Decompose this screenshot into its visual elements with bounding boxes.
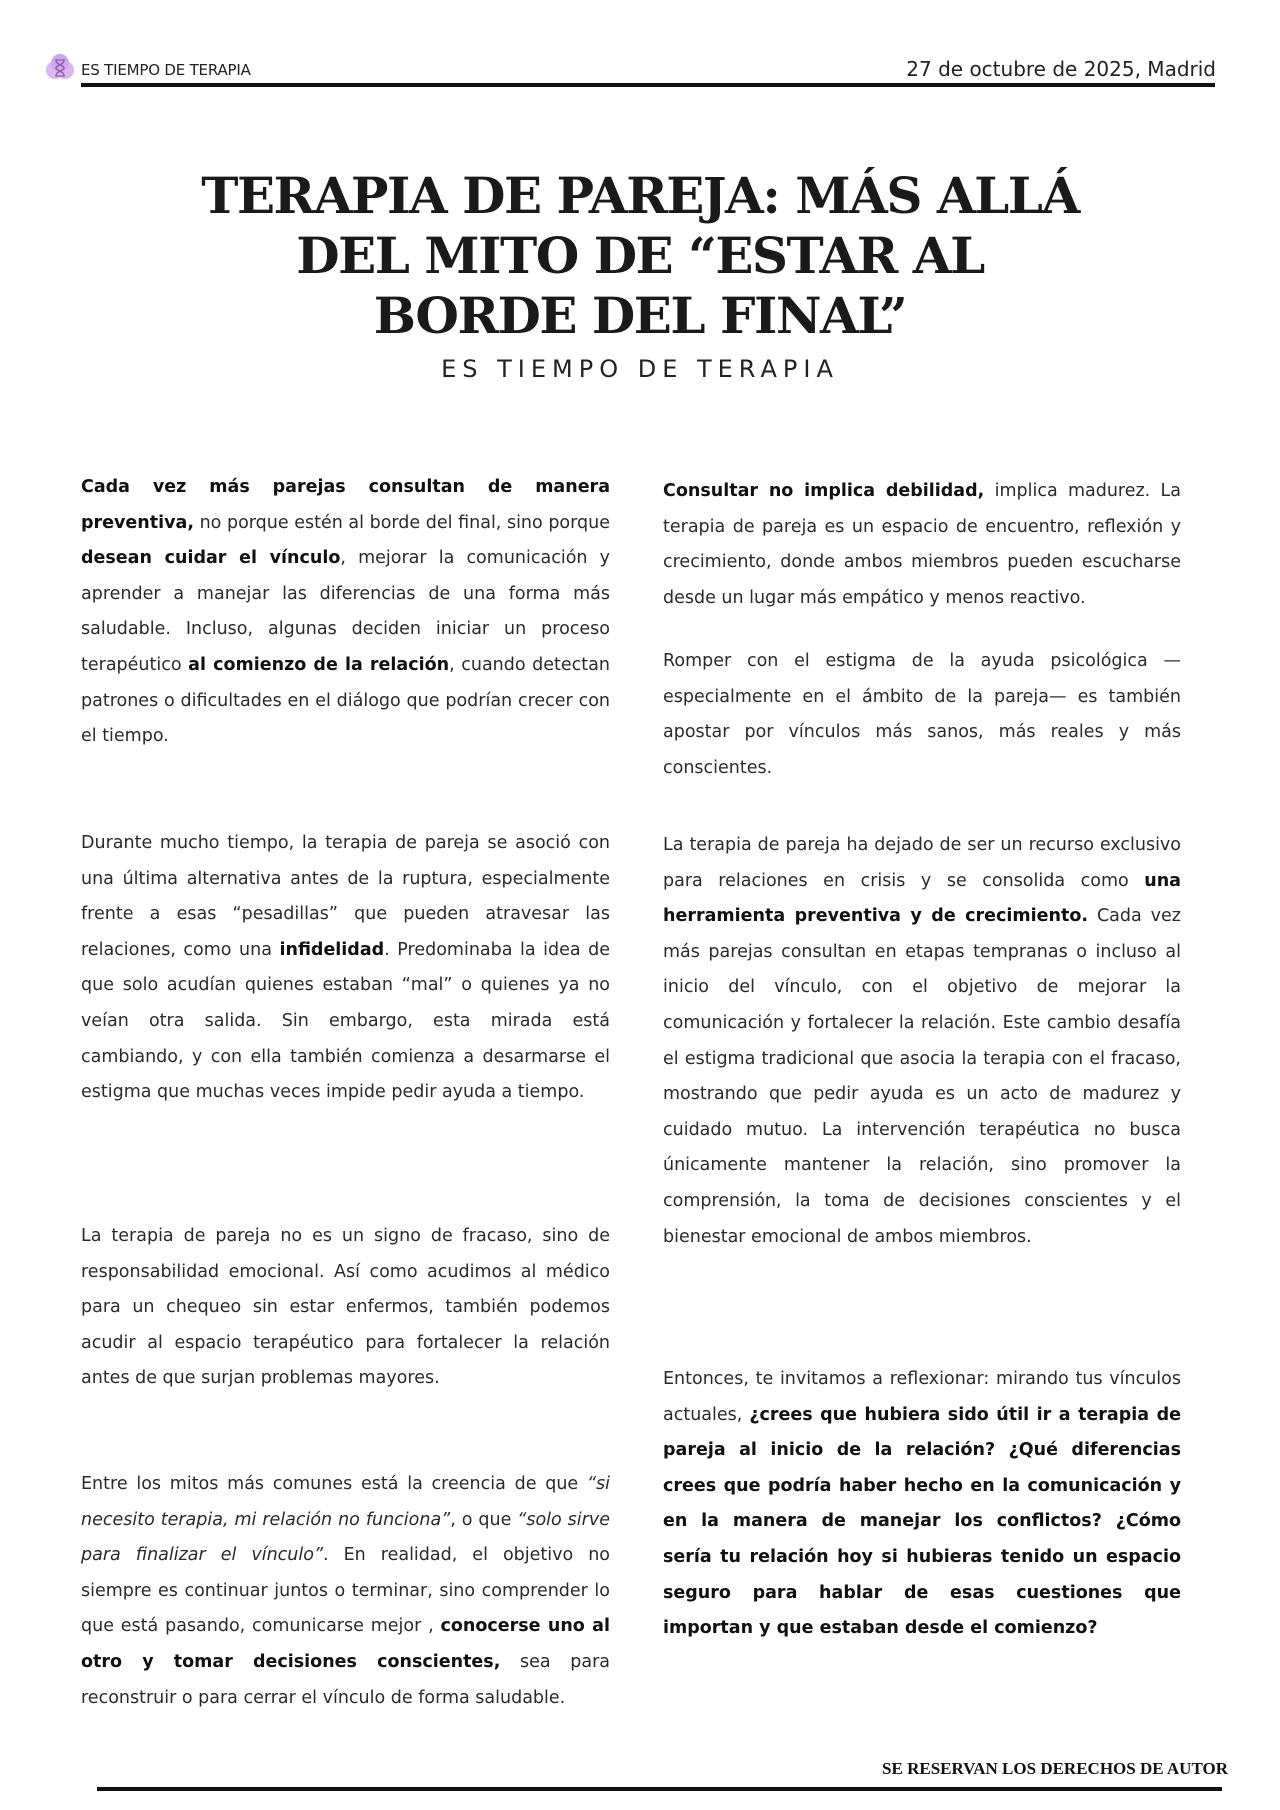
text-run: , o que bbox=[450, 1509, 518, 1530]
footer-divider bbox=[97, 1787, 1222, 1791]
text-run: , mejorar la comunicación y aprender a manejar las diferencias de una forma más saludable. Incluso, algunas deciden iniciar un proceso terapéutico bbox=[81, 548, 610, 675]
text-run: Cada vez más parejas consultan en etapas tempranas o incluso al inicio del vínculo, con el objetivo de mejorar la comunicación y fortalecer la relación. Este cambio desafía el estigma tradicional que asocia la terapia con el fracaso, mostrando que pedir ayuda es un acto de madurez y cuidado mutuo. La intervención terapéutica no busca únicamente mantener la relación, sino promover la comprensión, la toma de decisiones conscientes y el bienestar emocional de ambos miembros. bbox=[663, 906, 1181, 1247]
paragraph bbox=[81, 470, 610, 755]
paragraph bbox=[81, 1467, 610, 1716]
hourglass-logo-icon bbox=[44, 52, 76, 84]
text-run: La terapia de pareja no es un signo de fracaso, sino de responsabilidad emocional. Así como acudimos al médico para un chequeo sin estar enfermos, también podemos acudir al espacio terapéutico para fortalecer la relación antes de que surjan problemas mayores. bbox=[81, 1226, 610, 1389]
text-run: Romper con el estigma de la ayuda psicológica —especialmente en el ámbito de la pareja— es también apostar por vínculos más sanos, más reales y más conscientes. bbox=[663, 651, 1181, 778]
text-run: . En realidad, el objetivo no siempre es continuar juntos o terminar, sino comprender lo que está pasando, comunicarse mejor , bbox=[81, 1545, 610, 1637]
paragraph bbox=[663, 1362, 1181, 1647]
bold-text: conocerse uno al otro y tomar decisiones conscientes, bbox=[81, 1616, 610, 1672]
text-run: implica madurez. La terapia de pareja es un espacio de encuentro, reflexión y crecimiento, donde ambos miembros pueden escucharse desde un lugar más empático y menos reactivo. bbox=[663, 481, 1181, 608]
bold-text: una herramienta preventiva y de crecimiento. bbox=[663, 870, 1181, 927]
paragraph bbox=[81, 1219, 610, 1397]
date-location: 27 de octubre de 2025, Madrid bbox=[906, 57, 1216, 81]
bold-text: ¿crees que hubiera sido útil ir a terapia de pareja al inicio de la relación? ¿Qué diferencias crees que podría haber hecho en la comunicación y en la manera de manejar los conflictos? ¿Cómo sería tu relación hoy si hubieras tenido un espacio seguro para hablar de esas cuestiones que importan y que estaban desde el comienzo? bbox=[663, 1404, 1181, 1639]
paragraph bbox=[663, 828, 1181, 1255]
italic-text: “solo sirve para finalizar el vínculo” bbox=[81, 1509, 610, 1566]
italic-text: “si necesito terapia, mi relación no funciona” bbox=[81, 1474, 610, 1530]
paragraph bbox=[81, 826, 610, 1111]
article-subtitle: ES TIEMPO DE TERAPIA bbox=[441, 355, 839, 383]
copyright-notice: SE RESERVAN LOS DERECHOS DE AUTOR bbox=[882, 1759, 1228, 1778]
brand-name: ES TIEMPO DE TERAPIA bbox=[81, 61, 251, 79]
bold-text: infidelidad bbox=[279, 939, 385, 960]
text-run: sea para reconstruir o para cerrar el vínculo de forma saludable. bbox=[81, 1651, 610, 1708]
text-run: , cuando detectan patrones o dificultades en el diálogo que podrían crecer con el tiempo. bbox=[81, 654, 610, 747]
text-run: no porque estén al borde del final, sino porque bbox=[194, 512, 610, 533]
header-divider bbox=[81, 83, 1215, 87]
bold-text: Consultar no implica debilidad, bbox=[663, 481, 985, 501]
text-run: Entonces, te invitamos a reflexionar: mirando tus vínculos actuales, bbox=[663, 1369, 1181, 1425]
article-title: TERAPIA DE PAREJA: MÁS ALLÁ DEL MITO DE “ESTAR AL BORDE DEL FINAL” bbox=[201, 166, 1079, 345]
bold-text: al comienzo de la relación bbox=[188, 654, 450, 675]
text-run: Durante mucho tiempo, la terapia de pareja se asoció con una última alternativa antes de la ruptura, especialmente frente a esas “pesadillas” que pueden atravesar las relaciones, como una bbox=[81, 833, 610, 960]
paragraph bbox=[663, 474, 1181, 616]
text-run: . Predominaba la idea de que solo acudían quienes estaban “mal” o quienes ya no veían otra salida. Sin embargo, esta mirada está cambiando, y con ella también comienza a desarmarse el estigma que muchas veces impide pedir ayuda a tiempo. bbox=[81, 939, 610, 1103]
text-run: Entre los mitos más comunes está la creencia de que bbox=[81, 1474, 587, 1494]
paragraph bbox=[663, 644, 1181, 786]
bold-text: Cada vez más parejas consultan de manera preventiva, bbox=[81, 477, 610, 533]
text-run: La terapia de pareja ha dejado de ser un recurso exclusivo para relaciones en crisis y se consolida como bbox=[663, 835, 1181, 891]
bold-text: desean cuidar el vínculo bbox=[81, 548, 341, 569]
